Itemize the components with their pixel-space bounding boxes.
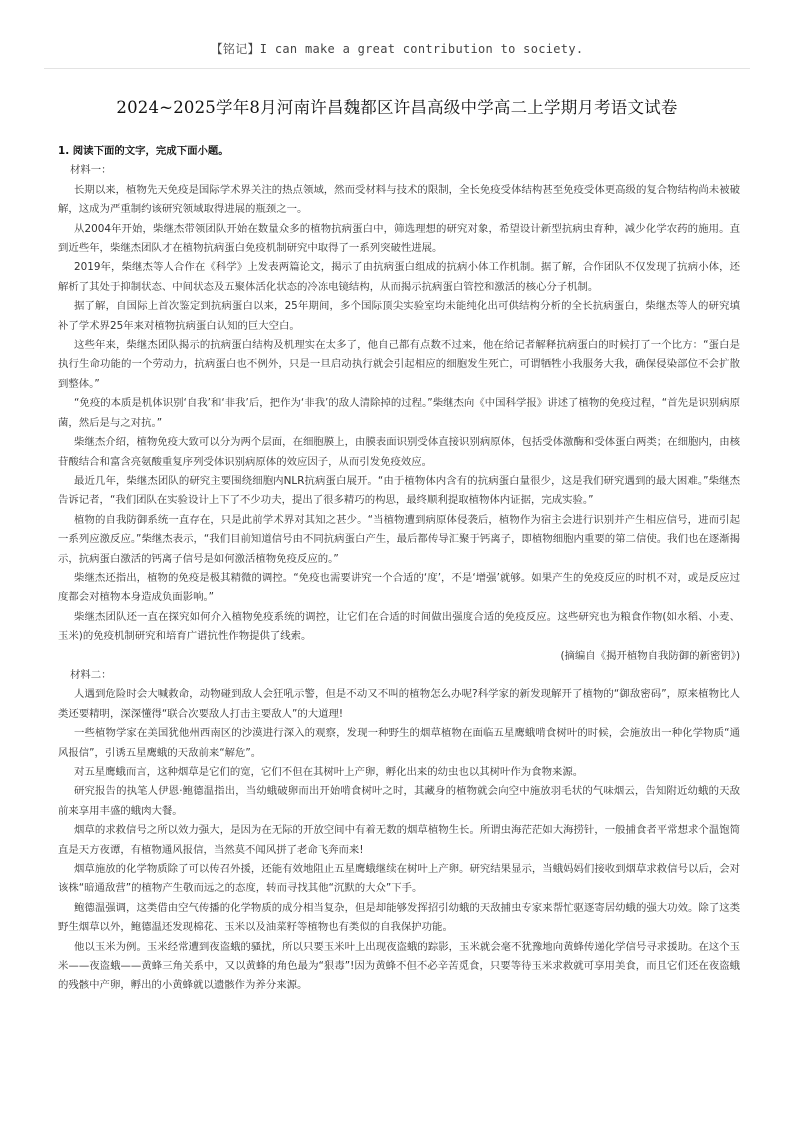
material-2-paragraph: 烟草施放的化学物质除了可以传召外援，还能有效地阻止五星鹰蛾继续在树叶上产卵。研究结果显示，当蛾妈妈们接收到烟草求救信号以后，会对该株“暗通敌营”的植物产生敬而远之的态度，转而寻找其他“沉默的大众”下手。	[58, 863, 740, 895]
material-1-paragraph: 最近几年，柴继杰团队的研究主要围绕细胞内NLR抗病蛋白展开。“由于植物体内含有的抗病蛋白量很少，这是我们研究遇到的最大困难。”柴继杰告诉记者，“我们团队在实验设计上下了不少功夫，提出了很多精巧的构思，最终顺利提取植物体内证据，完成实验。”	[58, 474, 740, 507]
material-1-source: (摘编自《揭开植物自我防御的新密钥》)	[560, 649, 740, 662]
material-1-paragraph: 柴继杰团队还一直在探究如何介入植物免疫系统的调控，让它们在合适的时间做出强度合适的免疫反应。这些研究也为粮食作物(如水稻、小麦、玉米)的免疫机制研究和培育广谱抗性作物提供了线索。	[58, 610, 740, 643]
header-divider	[44, 68, 750, 69]
material-1-paragraph: 植物的自我防御系统一直存在，只是此前学术界对其知之甚少。“当植物遭到病原体侵袭后，植物作为宿主会进行识别并产生相应信号，进而引起一系列应激反应。”柴继杰表示，“我们目前知道信号由不同抗病蛋白产生，最后都传导汇聚于钙离子，即植物细胞内重要的第二信使。我们也在逐渐揭示，抗病蛋白激活的钙离子信号是如何激活植物免疫反应的。”	[58, 513, 740, 565]
material-1-paragraph: 柴继杰还指出，植物的免疫是极其精微的调控。“免疫也需要讲究一个合适的‘度’，不是‘增强’就够。如果产生的免疫反应的时机不对，或是反应过度都会对植物本身造成负面影响。”	[58, 571, 740, 604]
material-1-paragraph: “免疫的本质是机体识别‘自我’和‘非我’后，把作为‘非我’的敌人清除掉的过程。”柴继杰向《中国科学报》讲述了植物的免疫过程，“首先是识别病原菌，然后是与之对抗。”	[58, 397, 740, 429]
page-title: 2024~2025学年8月河南许昌魏都区许昌高级中学高二上学期月考语文试卷	[116, 98, 678, 117]
material-1-paragraph: 2019年，柴继杰等人合作在《科学》上发表两篇论文，揭示了由抗病蛋白组成的抗病小体工作机制。据了解，合作团队不仅发现了抗病小体，还解析了其处于抑制状态、中间状态及五聚体活化状态的冷冻电镜结构，从而揭示抗病蛋白管控和激活的核心分子机制。	[58, 261, 740, 293]
material-1-label: 材料一：	[70, 164, 112, 177]
material-1-paragraph: 这些年来，柴继杰团队揭示的抗病蛋白结构及机理实在太多了，他自己都有点数不过来，他在给记者解释抗病蛋白的时候打了一个比方：“蛋白是执行生命功能的一个劳动力，抗病蛋白也不例外，只是一旦启动执行就会引起相应的细胞发生死亡，可谓牺牲小我服务大我，确保侵染部位不会扩散到整体。”	[58, 339, 740, 390]
material-1-paragraph: 柴继杰介绍，植物免疫大致可以分为两个层面，在细胞膜上，由膜表面识别受体直接识别病原体，包括受体激酶和受体蛋白两类；在细胞内，由核苷酸结合和富含亮氨酸重复序列受体识别病原体的效应因子，从而引发免疫效应。	[58, 436, 740, 468]
page-motto: 【铭记】I can make a great contribution to society.	[210, 42, 584, 56]
material-2-paragraph: 人遇到危险时会大喊救命，动物碰到敌人会狂吼示警，但是不动又不叫的植物怎么办呢?科学家的新发现解开了植物的“御敌密码”，原来植物比人类还要精明，深深懂得“联合次要敌人打击主要敌人”的大道理!	[58, 688, 740, 720]
material-2-paragraph: 他以玉米为例。玉米经常遭到夜盗蛾的骚扰，所以只要玉米叶上出现夜盗蛾的踪影，玉米就会毫不犹豫地向黄蜂传递化学信号寻求援助。在这个玉米——夜盗蛾——黄蜂三角关系中，又以黄蜂的角色最为“狠毒”!因为黄蜂不但不必辛苦觅食，只要等待玉米求救就可享用美食，而且它们还在夜盗蛾的残骸中产卵，孵出的小黄蜂就以遗骸作为养分来源。	[58, 940, 740, 992]
material-2-paragraph: 烟草的求救信号之所以效力强大，是因为在无际的开放空间中有着无数的烟草植物生长。所谓虫海茫茫如大海捞针，一般捕食者平常想求个温饱简直是天方夜谭，有植物通风报信，当然莫不闻风拼了老命飞奔而来!	[58, 824, 740, 856]
material-2-paragraph: 鲍德温强调，这类借由空气传播的化学物质的成分相当复杂，但是却能够发挥招引幼蛾的天敌捕虫专家来帮忙驱逐寄居幼蛾的强大功效。除了这类野生烟草以外，鲍德温还发现棉花、玉米以及油菜籽等植物也有类似的自我保护功能。	[58, 901, 740, 934]
material-2-label: 材料二：	[70, 668, 112, 681]
document-body	[58, 142, 740, 996]
question-heading: 1. 阅读下面的文字，完成下面小题。	[58, 145, 229, 157]
material-1-paragraph: 长期以来，植物先天免疫是国际学术界关注的热点领域，然而受材料与技术的限制，全长免疫受体结构甚至免疫受体更高级的复合物结构尚未被破解，这成为严重制约该研究领域取得进展的瓶颈之一。	[58, 183, 740, 216]
material-1-paragraph: 据了解，自国际上首次鉴定到抗病蛋白以来，25年期间，多个国际顶尖实验室均未能纯化出可供结构分析的全长抗病蛋白，柴继杰等人的研究填补了学术界25年来对植物抗病蛋白认知的巨大空白。	[58, 300, 740, 332]
material-2-paragraph: 研究报告的执笔人伊恩·鲍德温指出，当幼蛾破卵而出开始啃食树叶之时，其藏身的植物就会向空中施放羽毛状的气味烟云，告知附近幼蛾的天敌前来享用丰盛的蛾肉大餐。	[58, 785, 740, 817]
material-1-paragraph: 从2004年开始，柴继杰带领团队开始在数量众多的植物抗病蛋白中，筛选理想的研究对象，希望设计新型抗病虫育种，减少化学农药的施用。直到近些年，柴继杰团队才在植物抗病蛋白免疫机制研究中取得了一系列突破性进展。	[58, 222, 740, 255]
material-2-paragraph: 一些植物学家在美国犹他州西南区的沙漠进行深入的观察，发现一种野生的烟草植物在面临五星鹰蛾啃食树叶的时候，会施放出一种化学物质“通风报信”，引诱五星鹰蛾的天敌前来“解危”。	[58, 727, 740, 759]
material-2-paragraph: 对五星鹰蛾而言，这种烟草是它们的宽，它们不但在其树叶上产卵，孵化出来的幼虫也以其树叶作为食物来源。	[74, 766, 584, 778]
